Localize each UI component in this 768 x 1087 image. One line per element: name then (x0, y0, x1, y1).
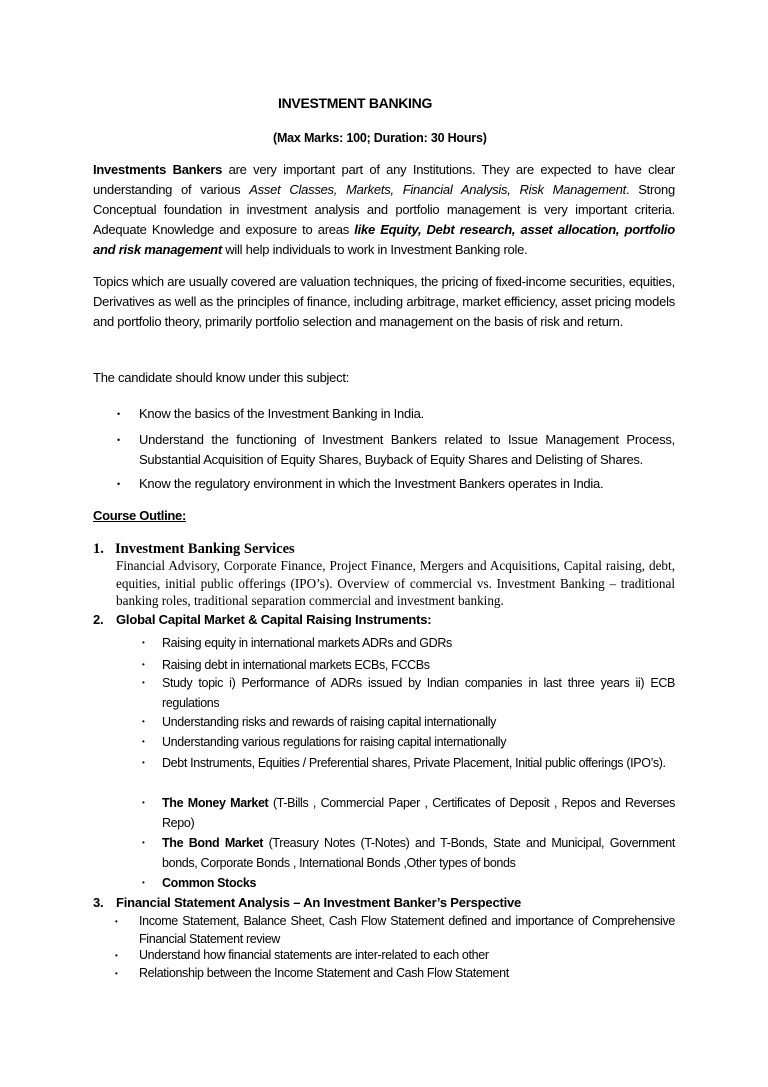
section-1-heading: 1. Investment Banking Services (93, 541, 295, 557)
intro-bold-italic: like Equity, Debt research, asset allocation, portfolio and risk management (93, 222, 675, 257)
bullet-icon: • (142, 678, 145, 687)
section-1-body: Financial Advisory, Corporate Finance, Project Finance, Mergers and Acquisitions, Capital raising, debt, equities, initial public offerings (IPO’s). Overview of commercial vs. Investment Banking – traditional banking roles, traditional separation commercial and investment banking. (116, 558, 675, 608)
bullet-icon: • (142, 660, 145, 669)
intro-italic: Asset Classes, Markets, Financial Analysis, Risk Management (249, 182, 626, 197)
bullet-icon: • (142, 878, 145, 887)
bullet-icon: • (117, 479, 120, 489)
bullet-icon: • (115, 969, 118, 978)
bullet-icon: • (142, 737, 145, 746)
bullet-icon: • (142, 758, 145, 767)
intro-paragraph: Investments Bankers are very important part of any Institutions. They are expected to have clear understanding of various Asset Classes, Markets, Financial Analysis, Risk Management. Strong Conceptual foundation in investment analysis and portfolio management is very important criteria. Adequate Knowledge and exposure to areas like Equity, Debt research, asset allocation, portfolio and risk management will help individuals to work in Investment Banking role. (93, 162, 675, 257)
bullet-icon: • (117, 435, 120, 445)
bullet-icon: • (142, 838, 145, 847)
bullet-icon: • (142, 717, 145, 726)
bullet-icon: • (142, 798, 145, 807)
document-subtitle: (Max Marks: 100; Duration: 30 Hours) (273, 131, 487, 145)
candidate-intro: The candidate should know under this subject: (93, 370, 350, 385)
section-3-heading: 3. Financial Statement Analysis – An Investment Banker’s Perspective (93, 895, 522, 910)
document-title: INVESTMENT BANKING (278, 95, 433, 111)
bullet-icon: • (117, 409, 120, 419)
intro-lead: Investments Bankers (93, 162, 223, 177)
topics-paragraph: Topics which are usually covered are valuation techniques, the pricing of fixed-income securities, equities, Derivatives as well as the principles of finance, including arbitrage, market efficiency, asset pricing models and portfolio theory, primarily portfolio selection and management on the basis of risk and return. (93, 274, 675, 329)
bullet-icon: • (115, 951, 118, 960)
section-2-heading: 2. Global Capital Market & Capital Raising Instruments: (93, 612, 432, 627)
course-outline-heading: Course Outline: (93, 508, 187, 523)
bullet-icon: • (115, 917, 118, 926)
bullet-icon: • (142, 638, 145, 647)
